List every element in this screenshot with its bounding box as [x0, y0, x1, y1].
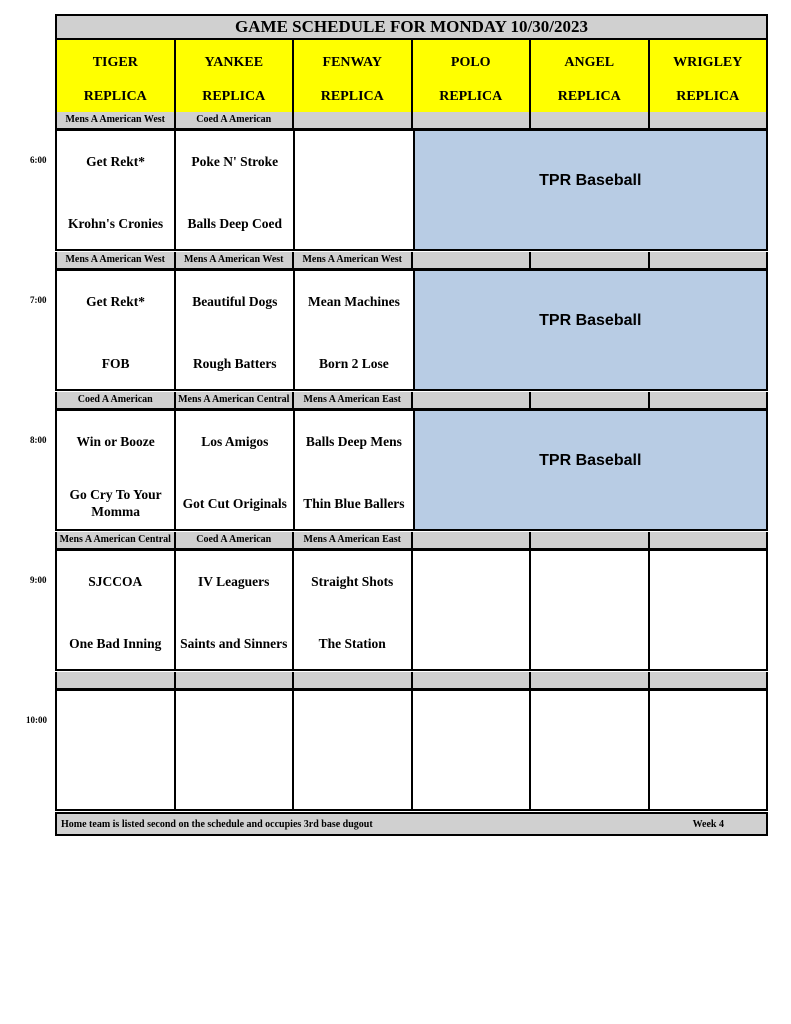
away-team: Get Rekt*	[86, 293, 146, 309]
field-name: POLO	[450, 55, 491, 70]
field-sub: REPLICA	[439, 89, 503, 104]
footer-bar	[55, 812, 768, 836]
field-sub: REPLICA	[202, 89, 266, 104]
game-cell	[176, 551, 295, 669]
time-label: 6:00	[30, 155, 47, 165]
division-label: Mens A American West	[176, 252, 295, 269]
home-team: Born 2 Lose	[319, 355, 389, 371]
game-cell	[176, 411, 295, 529]
division-label	[650, 532, 767, 549]
home-team: Saints and Sinners	[180, 635, 288, 651]
division-row	[55, 532, 768, 549]
away-team: Los Amigos	[201, 433, 269, 449]
home-team	[650, 623, 767, 663]
away-team: Beautiful Dogs	[192, 293, 278, 309]
reserved-block: TPR Baseball	[415, 271, 767, 389]
home-team	[294, 763, 411, 803]
away-team	[295, 143, 412, 179]
reserved-block: TPR Baseball	[415, 411, 767, 529]
home-team: Balls Deep Coed	[187, 215, 282, 231]
field-sub: REPLICA	[320, 89, 384, 104]
home-team	[531, 623, 648, 663]
home-team: The Station	[318, 635, 386, 651]
division-label	[413, 672, 532, 689]
away-team: Balls Deep Mens	[305, 433, 402, 449]
division-label	[650, 392, 767, 409]
division-label	[294, 672, 413, 689]
division-label	[413, 252, 532, 269]
home-team: Got Cut Originals	[182, 495, 287, 511]
field-name: ANGEL	[564, 55, 615, 70]
division-label	[531, 392, 650, 409]
division-label	[294, 112, 413, 129]
game-cell	[650, 691, 767, 809]
division-label: Coed A American	[176, 112, 295, 129]
time-label: 8:00	[30, 435, 47, 445]
game-cell	[57, 271, 176, 389]
field-name: TIGER	[92, 55, 138, 70]
division-label: Coed A American	[57, 392, 176, 409]
home-team: Rough Batters	[192, 355, 277, 371]
game-cell	[413, 691, 532, 809]
away-team: Straight Shots	[311, 573, 394, 589]
field-name: FENWAY	[322, 55, 382, 70]
week-label: Week 4	[692, 818, 724, 830]
home-team: Krohn's Cronies	[68, 215, 164, 231]
division-label	[531, 672, 650, 689]
division-label	[650, 252, 767, 269]
home-team-note: Home team is listed second on the schedule and occupies 3rd base dugout	[61, 818, 373, 830]
game-cell	[57, 411, 176, 529]
division-label: Mens A American Central	[176, 392, 295, 409]
game-cell	[176, 691, 295, 809]
away-team	[413, 703, 530, 739]
game-cell	[294, 691, 413, 809]
away-team	[176, 703, 293, 739]
home-team: One Bad Inning	[69, 635, 162, 651]
division-label	[57, 672, 176, 689]
game-slot-row	[55, 269, 768, 391]
home-team: Go Cry To Your Momma	[69, 487, 162, 519]
division-label	[650, 112, 767, 129]
schedule-title: GAME SCHEDULE FOR MONDAY 10/30/2023	[55, 14, 768, 40]
away-team: SJCCOA	[88, 573, 143, 589]
division-label: Mens A American Central	[57, 532, 176, 549]
game-cell	[57, 691, 176, 809]
away-team	[413, 563, 530, 599]
division-label	[413, 532, 532, 549]
away-team	[531, 703, 648, 739]
division-label: Mens A American East	[294, 532, 413, 549]
time-label: 7:00	[30, 295, 47, 305]
home-team	[176, 763, 293, 803]
division-label	[531, 252, 650, 269]
away-team	[531, 563, 648, 599]
game-slot-row	[55, 129, 768, 251]
home-team	[531, 763, 648, 803]
field-sub: REPLICA	[557, 89, 621, 104]
game-slot-row	[55, 409, 768, 531]
away-team	[650, 703, 767, 739]
home-team	[413, 623, 530, 663]
division-row	[55, 672, 768, 689]
home-team: FOB	[101, 355, 130, 371]
game-cell	[57, 131, 176, 249]
game-cell	[413, 551, 532, 669]
division-label	[176, 672, 295, 689]
away-team	[650, 563, 767, 599]
home-team: Thin Blue Ballers	[303, 495, 405, 511]
home-team	[650, 763, 767, 803]
away-team: Win or Booze	[76, 433, 155, 449]
game-cell	[294, 551, 413, 669]
division-label: Mens A American West	[57, 112, 176, 129]
division-label	[413, 112, 532, 129]
field-sub: REPLICA	[676, 89, 740, 104]
division-label	[531, 532, 650, 549]
away-team: Mean Machines	[307, 293, 400, 309]
division-row	[55, 392, 768, 409]
game-cell	[295, 411, 414, 529]
time-label: 10:00	[26, 715, 47, 725]
game-cell	[176, 131, 295, 249]
time-label: 9:00	[30, 575, 47, 585]
game-cell	[531, 691, 650, 809]
home-team	[57, 763, 174, 803]
division-label: Mens A American West	[294, 252, 413, 269]
game-cell	[57, 551, 176, 669]
division-row	[55, 252, 768, 269]
field-sub: REPLICA	[83, 89, 147, 104]
field-name: YANKEE	[204, 55, 264, 70]
away-team: IV Leaguers	[198, 573, 270, 589]
division-label: Coed A American	[176, 532, 295, 549]
division-label: Mens A American East	[294, 392, 413, 409]
game-cell	[176, 271, 295, 389]
away-team	[294, 703, 411, 739]
division-label: Mens A American West	[57, 252, 176, 269]
field-name: WRIGLEY	[673, 55, 743, 70]
away-team	[57, 703, 174, 739]
game-cell	[295, 131, 414, 249]
game-slot-row	[55, 689, 768, 811]
game-cell	[295, 271, 414, 389]
game-slot-row	[55, 549, 768, 671]
division-row	[55, 112, 768, 129]
reserved-block: TPR Baseball	[415, 131, 767, 249]
home-team	[413, 763, 530, 803]
game-cell	[531, 551, 650, 669]
division-label	[650, 672, 767, 689]
division-label	[531, 112, 650, 129]
game-cell	[650, 551, 767, 669]
away-team: Get Rekt*	[86, 153, 146, 169]
division-label	[413, 392, 532, 409]
away-team: Poke N' Stroke	[191, 153, 279, 169]
home-team	[295, 203, 412, 243]
